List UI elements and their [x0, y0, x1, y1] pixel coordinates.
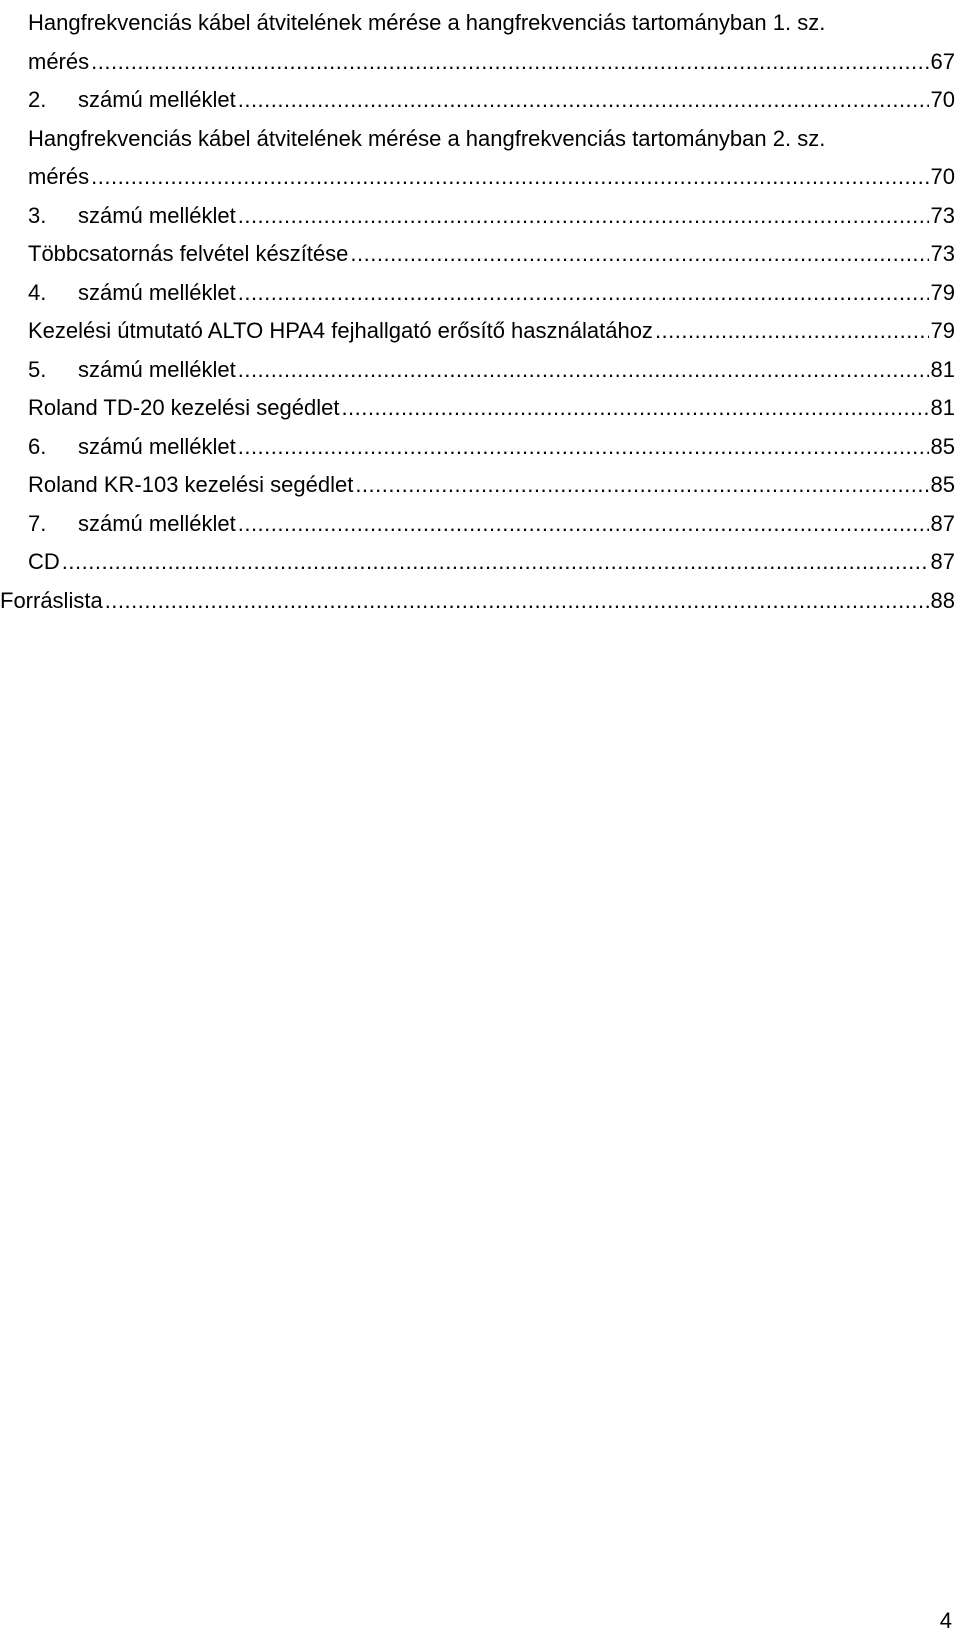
toc-entry-title: Roland TD-20 kezelési segédlet: [28, 395, 340, 420]
toc-entry[interactable]: [0, 543, 955, 582]
toc-entry-page: 88: [930, 587, 955, 613]
toc-entry[interactable]: [0, 389, 955, 428]
toc-entry-page: 79: [930, 318, 955, 343]
toc-entry[interactable]: [0, 351, 955, 390]
toc-dot-leader: [355, 466, 928, 505]
toc-entry-title: számú melléklet: [78, 87, 236, 112]
toc-entry-title: Kezelési útmutató ALTO HPA4 fejhallgató erősítő használatához: [28, 318, 653, 343]
toc-entry-title: Hangfrekvenciás kábel átvitelének mérése a hangfrekvenciás tartományban 1. sz.: [28, 10, 826, 35]
toc-entry-number: 6.: [28, 433, 47, 459]
toc-entry-number: 4.: [28, 279, 47, 305]
toc-entry-page: 81: [930, 356, 955, 382]
toc-entry-page: 87: [930, 549, 955, 574]
toc-entry-page: 85: [930, 472, 955, 497]
toc-entry[interactable]: [0, 4, 955, 43]
toc-entry[interactable]: [0, 582, 955, 621]
toc-entry[interactable]: [0, 81, 955, 120]
toc-entry[interactable]: [0, 466, 955, 505]
toc-entry-page: 85: [930, 433, 955, 459]
toc-entry-title: számú melléklet: [78, 433, 236, 459]
toc-entry-page: 70: [930, 164, 955, 189]
toc-entry-number: 7.: [28, 510, 47, 536]
toc-entry-title: Roland KR-103 kezelési segédlet: [28, 472, 354, 497]
toc-entry-page: 73: [930, 241, 955, 266]
toc-entry-number: 5.: [28, 356, 47, 382]
toc-dot-leader: [655, 312, 929, 351]
toc-entry[interactable]: [0, 43, 955, 82]
toc-entry[interactable]: [0, 235, 955, 274]
toc-entry-title: számú melléklet: [78, 279, 236, 305]
toc-entry[interactable]: [0, 505, 955, 544]
toc-entry-page: 67: [930, 48, 955, 74]
toc-entry-title: Hangfrekvenciás kábel átvitelének mérése a hangfrekvenciás tartományban 2. sz.: [28, 125, 826, 151]
toc-entry-title: Többcsatornás felvétel készítése: [28, 241, 349, 266]
toc-entry-page: 79: [930, 279, 955, 305]
toc-dot-leader: [238, 351, 929, 390]
toc-entry-number: 3.: [28, 202, 47, 228]
page-number: 4: [939, 1608, 952, 1633]
toc-entry[interactable]: [0, 120, 955, 159]
toc-entry-title: mérés: [28, 164, 90, 189]
toc-entry-title: számú melléklet: [78, 510, 236, 536]
toc-entry-title: Forráslista: [0, 587, 103, 613]
toc-dot-leader: [62, 543, 929, 582]
toc-dot-leader: [350, 235, 928, 274]
toc-entry-page: 70: [930, 87, 955, 112]
table-of-contents: [0, 4, 955, 620]
toc-dot-leader: [238, 428, 929, 467]
toc-entry-title: számú melléklet: [78, 356, 236, 382]
toc-entry[interactable]: [0, 428, 955, 467]
toc-dot-leader: [238, 197, 929, 236]
toc-dot-leader: [238, 81, 929, 120]
toc-dot-leader: [238, 274, 929, 313]
toc-entry[interactable]: [0, 158, 955, 197]
toc-dot-leader: [91, 158, 928, 197]
toc-entry-page: 81: [930, 395, 955, 420]
toc-entry[interactable]: [0, 274, 955, 313]
toc-entry-page: 73: [930, 202, 955, 228]
toc-entry-title: mérés: [28, 48, 90, 74]
toc-dot-leader: [105, 582, 929, 621]
toc-entry-title: számú melléklet: [78, 202, 236, 228]
toc-dot-leader: [341, 389, 928, 428]
toc-entry[interactable]: [0, 197, 955, 236]
toc-dot-leader: [91, 43, 928, 82]
toc-entry-page: 87: [930, 510, 955, 536]
toc-entry-number: 2.: [28, 87, 47, 112]
toc-entry[interactable]: [0, 312, 955, 351]
toc-dot-leader: [238, 505, 929, 544]
toc-entry-title: CD: [28, 549, 60, 574]
